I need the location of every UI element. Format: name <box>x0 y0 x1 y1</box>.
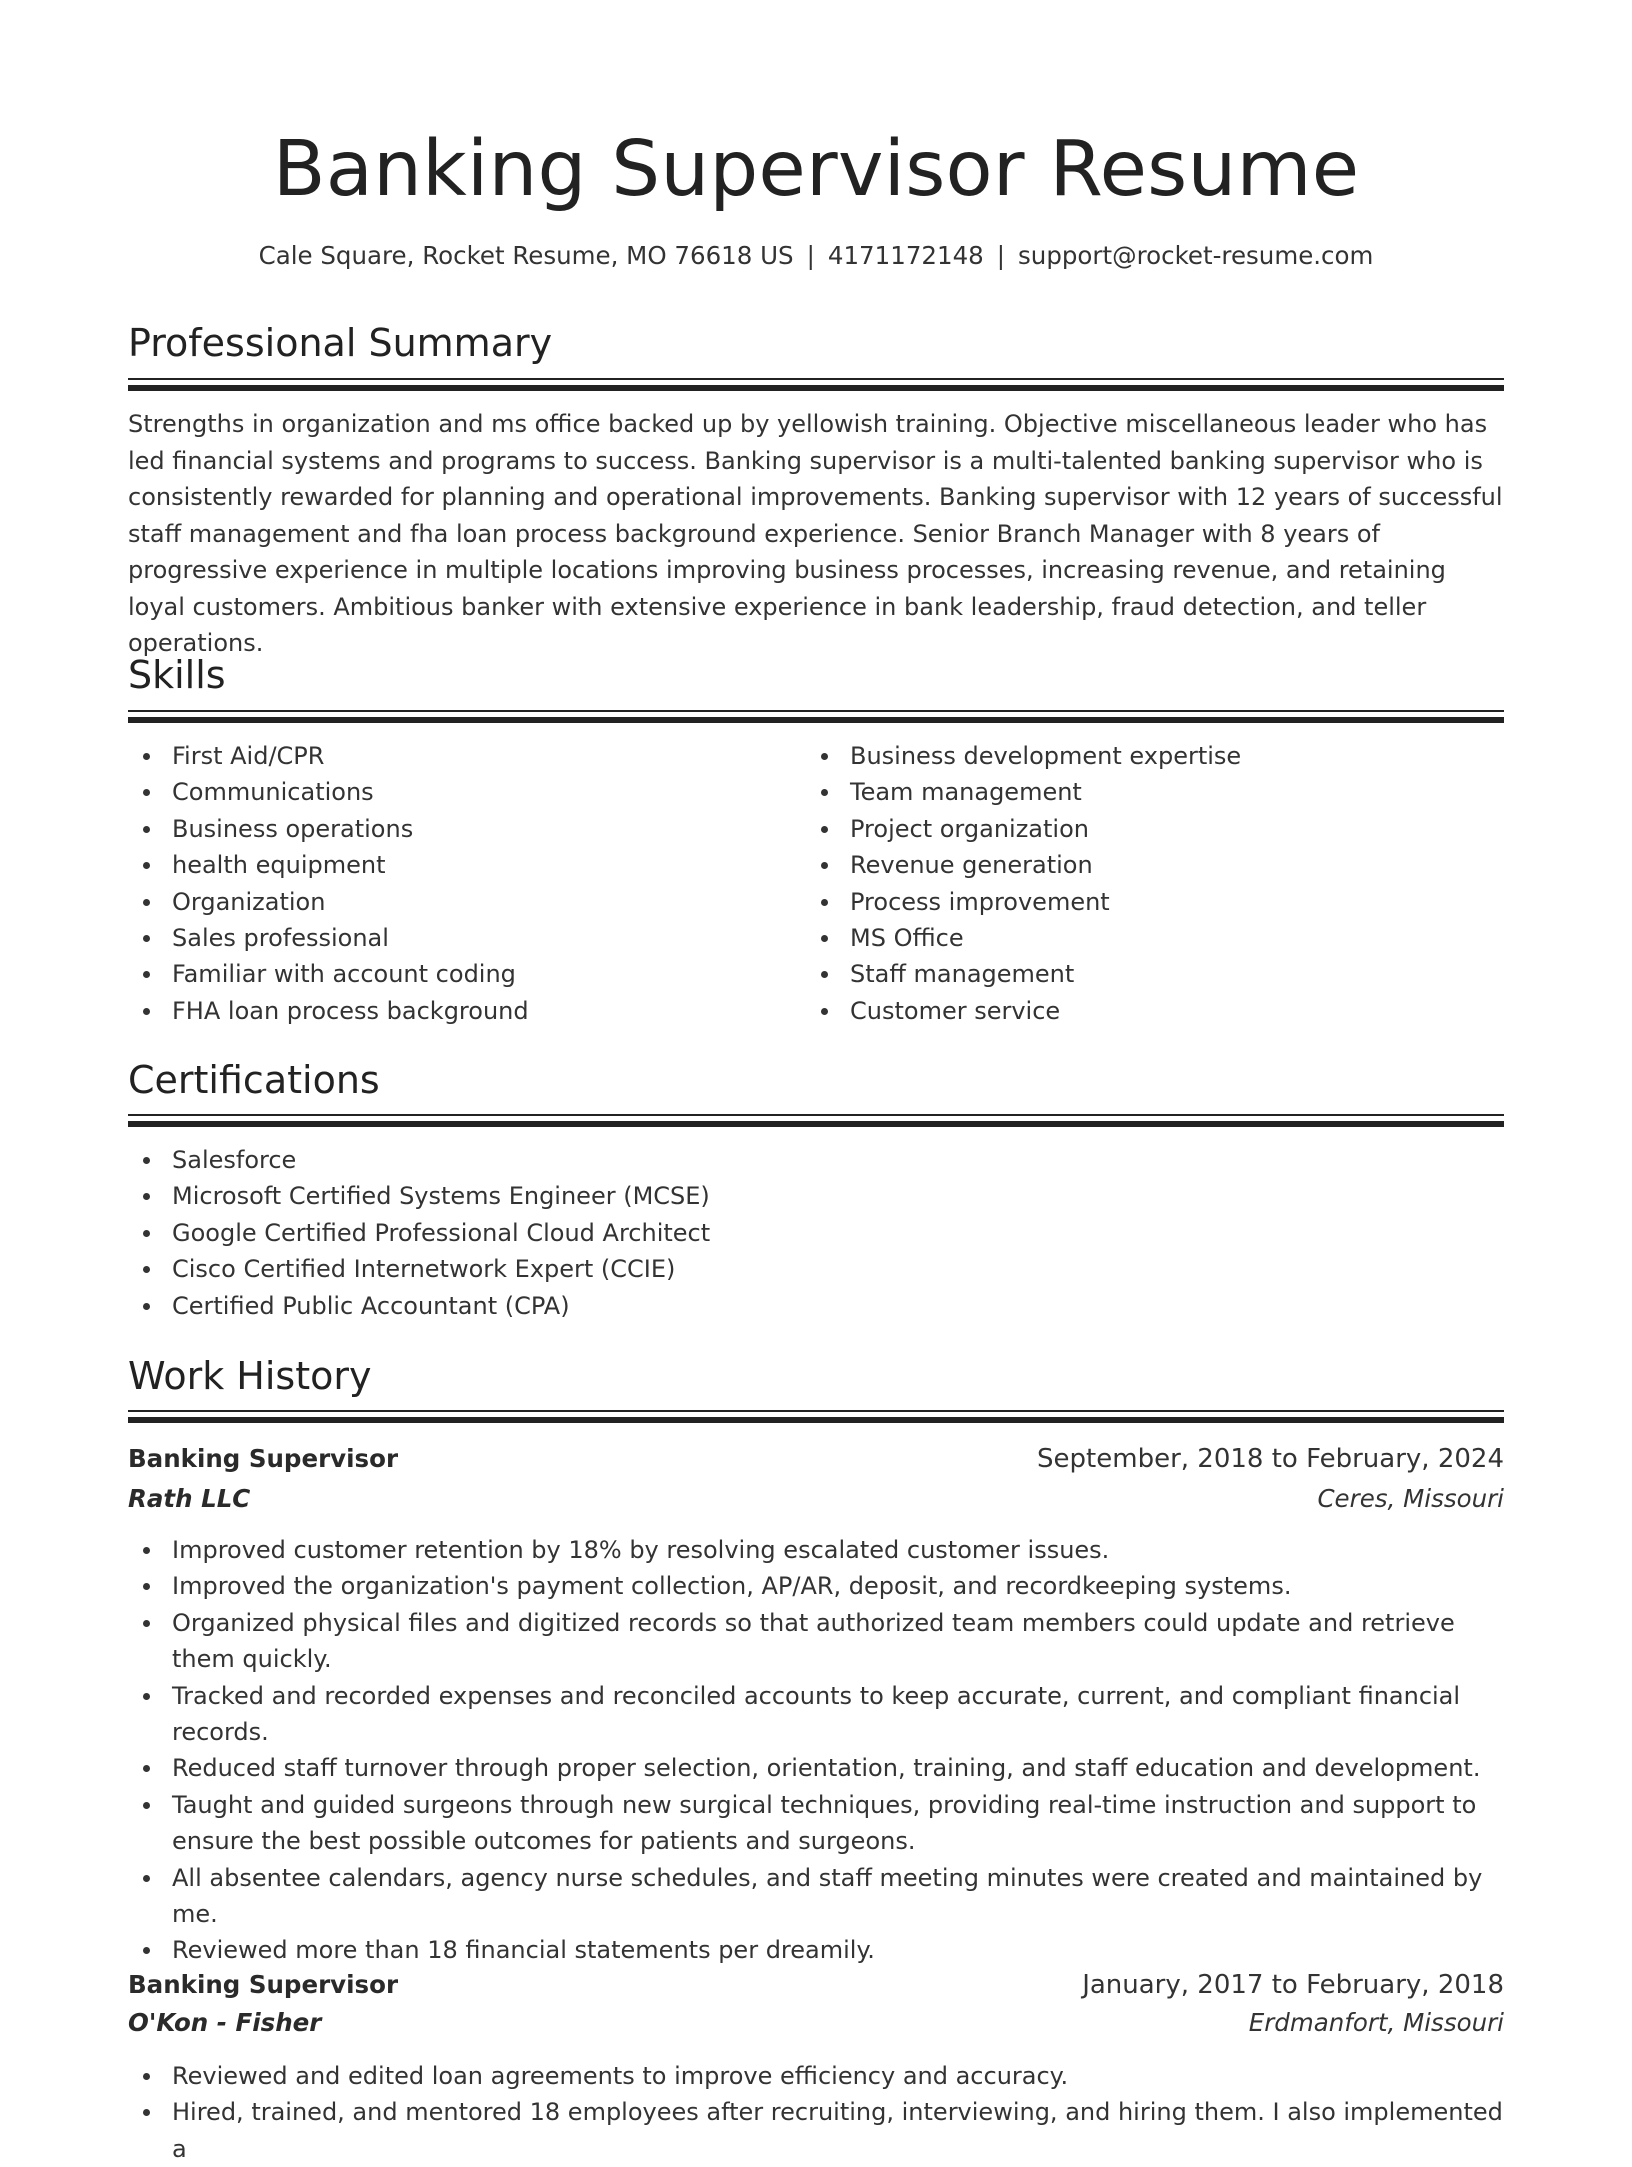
job-title: Banking Supervisor <box>128 1444 399 1473</box>
job-dates: January, 2017 to February, 2018 <box>1082 1970 1504 2000</box>
contact-address: Cale Square, Rocket Resume, MO 76618 US <box>258 241 794 270</box>
certifications-list <box>128 1142 1504 1324</box>
skill-item: MS Office <box>806 920 1504 956</box>
section-heading-summary: Professional Summary <box>128 321 553 365</box>
skill-item: FHA loan process background <box>128 993 798 1029</box>
job-duty-item: Hired, trained, and mentored 18 employees after recruiting, interviewing, and hiring them. I also implemented a <box>128 2094 1504 2167</box>
skills-list-left <box>128 738 798 1029</box>
section-heading-certifications: Certifications <box>128 1058 380 1102</box>
section-divider <box>128 710 1504 723</box>
skill-item: Familiar with account coding <box>128 956 798 992</box>
skill-item: Process improvement <box>806 884 1504 920</box>
job-company: Rath LLC <box>128 1484 251 1513</box>
skill-item: Staff management <box>806 956 1504 992</box>
job-subheader <box>128 1479 1504 1519</box>
job-subheader <box>128 2003 1504 2043</box>
resume-title: Banking Supervisor Resume <box>272 125 1360 214</box>
certification-item: Google Certified Professional Cloud Architect <box>128 1215 1504 1251</box>
job-header <box>128 1439 1504 1479</box>
contact-phone: 4171172148 <box>827 241 984 270</box>
job-duty-item: Reviewed more than 18 financial statements per dreamily. <box>128 1932 1504 1968</box>
job-duty-item: Reviewed and edited loan agreements to improve efficiency and accuracy. <box>128 2058 1504 2094</box>
section-heading-work-history: Work History <box>128 1354 372 1398</box>
contact-email: support@rocket-resume.com <box>1018 241 1374 270</box>
contact-line <box>128 238 1504 274</box>
job-duty-item: Organized physical files and digitized records so that authorized team members could update and retrieve them quickly. <box>128 1605 1504 1678</box>
job-location: Ceres, Missouri <box>1317 1484 1504 1513</box>
section-divider <box>128 1114 1504 1127</box>
skill-item: Project organization <box>806 811 1504 847</box>
job-location: Erdmanfort, Missouri <box>1248 2008 1504 2037</box>
job-header <box>128 1965 1504 2005</box>
skill-item: First Aid/CPR <box>128 738 798 774</box>
job-duty-item: Tracked and recorded expenses and reconciled accounts to keep accurate, current, and compliant financial records. <box>128 1678 1504 1751</box>
skill-item: Sales professional <box>128 920 798 956</box>
skill-item: Revenue generation <box>806 847 1504 883</box>
job-dates: September, 2018 to February, 2024 <box>1037 1444 1504 1474</box>
job-company: O'Kon - Fisher <box>128 2008 322 2037</box>
job-title: Banking Supervisor <box>128 1970 399 1999</box>
job-duty-item: All absentee calendars, agency nurse schedules, and staff meeting minutes were created and maintained by me. <box>128 1860 1504 1933</box>
job-duties-list <box>128 1532 1504 1969</box>
summary-text: Strengths in organization and ms office backed up by yellowish training. Objective miscellaneous leader who has led financial systems and programs to success. Banking supervisor is a multi-talented banking supervisor who is consistently rewarded for planning and operational improvements. Banking supervisor with 12 years of successful staff management and fha loan process background experience. Senior Branch Manager with 8 years of progressive experience in multiple locations improving business processes, increasing revenue, and retaining loyal customers. Ambitious banker with extensive experience in bank leadership, fraud detection, and teller operations. <box>128 410 1503 657</box>
section-divider <box>128 378 1504 391</box>
job-duties-list <box>128 2058 1504 2167</box>
skill-item: Communications <box>128 774 798 810</box>
certification-item: Microsoft Certified Systems Engineer (MCSE) <box>128 1178 1504 1214</box>
certification-item: Cisco Certified Internetwork Expert (CCIE) <box>128 1251 1504 1287</box>
job-duty-item: Reduced staff turnover through proper selection, orientation, training, and staff education and development. <box>128 1750 1504 1786</box>
skill-item: Business development expertise <box>806 738 1504 774</box>
contact-separator: | <box>996 241 1006 270</box>
skill-item: health equipment <box>128 847 798 883</box>
section-heading-skills: Skills <box>128 653 226 697</box>
job-duty-item: Improved customer retention by 18% by resolving escalated customer issues. <box>128 1532 1504 1568</box>
skill-item: Organization <box>128 884 798 920</box>
skills-list-right <box>806 738 1504 1029</box>
certification-item: Salesforce <box>128 1142 1504 1178</box>
job-duty-item: Taught and guided surgeons through new surgical techniques, providing real-time instruction and support to ensure the best possible outcomes for patients and surgeons. <box>128 1787 1504 1860</box>
skill-item: Team management <box>806 774 1504 810</box>
contact-separator: | <box>806 241 815 270</box>
skill-item: Customer service <box>806 993 1504 1029</box>
job-duty-item: Improved the organization's payment collection, AP/AR, deposit, and recordkeeping systems. <box>128 1568 1504 1604</box>
section-divider <box>128 1410 1504 1423</box>
skill-item: Business operations <box>128 811 798 847</box>
certification-item: Certified Public Accountant (CPA) <box>128 1288 1504 1324</box>
